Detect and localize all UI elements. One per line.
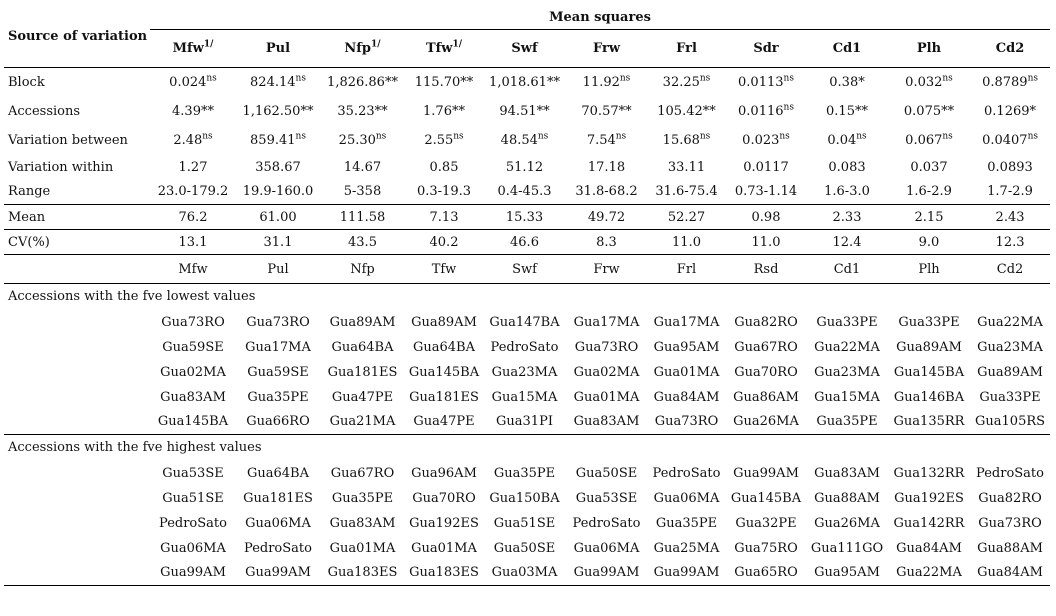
list-item: Gua89AM — [329, 314, 396, 330]
list-row — [4, 310, 1050, 335]
row-label: Accessions — [8, 103, 81, 119]
table-cell: 7.13 — [405, 205, 483, 230]
list-item: Gua146BA — [893, 389, 965, 405]
column-header-mfw: Mfw$^{1/}$ — [150, 30, 236, 68]
list-item: Gua22MA — [814, 339, 880, 355]
table-cell: 0.037 — [910, 159, 948, 175]
list-item: Gua70RO — [412, 490, 476, 506]
table-row — [4, 230, 1050, 255]
table-cell: 358.67 — [255, 159, 301, 175]
list-item: Gua03MA — [483, 561, 566, 586]
list-item: Gua65RO — [726, 561, 806, 586]
list-item: Gua75RO — [734, 540, 798, 556]
list-item: Gua22MA — [977, 314, 1043, 330]
table-cell: $48.54^{ns}$ — [500, 131, 549, 148]
list-item: PedroSato — [572, 515, 641, 531]
table-cell: 105.42** — [657, 103, 716, 119]
row-label: Variation between — [8, 132, 128, 148]
column-header-row — [4, 30, 1050, 68]
lowest-section-title-cell: Accessions with the fve lowest values — [8, 289, 256, 305]
mean-squares-header: Mean squares — [150, 5, 1050, 30]
row-label-empty — [4, 511, 150, 536]
list-item: Gua181ES — [409, 389, 479, 405]
list-item: Gua181ES — [327, 364, 398, 380]
list-item: Gua73RO — [246, 314, 310, 330]
table-cell: 0.075** — [903, 103, 955, 119]
row-label-empty — [4, 536, 150, 561]
table-cell: 1.76** — [423, 103, 465, 119]
list-row — [4, 410, 1050, 435]
table-cell: 76.2 — [150, 205, 236, 230]
list-item: Gua99AM — [733, 465, 799, 481]
table-cell: 0.0893 — [987, 159, 1033, 175]
list-item: Gua88AM — [977, 540, 1043, 556]
list-item: Gua86AM — [733, 389, 799, 405]
table-cell: 1,826.86** — [327, 74, 398, 90]
abbreviation-cell: Swf — [483, 255, 566, 284]
list-item: Gua95AM — [653, 339, 720, 355]
list-item: Gua84AM — [653, 389, 720, 405]
abbreviation-cell: Pul — [236, 255, 320, 284]
table-cell: 0.73-1.14 — [734, 184, 798, 200]
list-row — [4, 461, 1050, 486]
list-item: Gua33PE — [979, 389, 1041, 405]
column-header-nfp: Nfp$^{1/}$ — [320, 30, 405, 68]
abbreviation-cell: Frl — [647, 255, 726, 284]
list-item: Gua01MA — [411, 540, 477, 556]
list-item: Gua02MA — [573, 364, 640, 380]
list-item: Gua99AM — [150, 561, 236, 586]
table-cell: $0.0113^{ns}$ — [738, 73, 794, 90]
list-item: Gua01MA — [573, 389, 640, 405]
list-row — [4, 335, 1050, 360]
table-cell: 31.8-68.2 — [575, 184, 638, 200]
table-cell: $7.54^{ns}$ — [586, 131, 627, 148]
list-item: Gua53SE — [162, 465, 224, 481]
list-item: Gua89AM — [896, 339, 962, 355]
row-label-empty — [4, 461, 150, 486]
lowest-section-title — [4, 284, 1050, 310]
list-item: Gua64BA — [413, 339, 475, 355]
table-cell: 8.3 — [566, 230, 647, 255]
table-cell: 14.67 — [343, 159, 382, 175]
table-cell: 31.1 — [236, 230, 320, 255]
list-item: Gua73RO — [574, 339, 639, 355]
table-cell: 1,162.50** — [242, 103, 314, 119]
table-cell: $0.067^{ns}$ — [905, 131, 953, 148]
list-item: Gua21MA — [320, 410, 405, 435]
table-cell: 0.38* — [829, 74, 865, 90]
list-item: Gua64BA — [247, 465, 309, 481]
list-item: Gua73RO — [978, 515, 1042, 531]
table-cell: 15.33 — [483, 205, 566, 230]
list-item: Gua89AM — [411, 314, 477, 330]
table-cell: 23.0-179.2 — [157, 184, 229, 200]
table-cell: 1.27 — [178, 159, 208, 175]
table-cell: $0.0407^{ns}$ — [982, 131, 1038, 148]
table-cell: 0.1269* — [984, 103, 1037, 119]
table-cell: 13.1 — [150, 230, 236, 255]
abbreviation-cell: Cd1 — [806, 255, 888, 284]
list-item: Gua82RO — [978, 490, 1042, 506]
table-cell: $2.55^{ns}$ — [424, 131, 464, 148]
table-cell: 52.27 — [647, 205, 726, 230]
row-label-empty — [4, 385, 150, 410]
list-item: Gua111GO — [810, 540, 884, 556]
row-label: Range — [8, 184, 51, 200]
table-cell: 61.00 — [236, 205, 320, 230]
list-item: Gua66RO — [236, 410, 320, 435]
list-item: Gua89AM — [977, 364, 1043, 380]
highest-section-title-cell: Accessions with the fve highest values — [8, 440, 262, 456]
list-item: Gua22MA — [888, 561, 970, 586]
list-item: Gua01MA — [653, 364, 720, 380]
table-cell: 35.23** — [337, 103, 388, 119]
list-item: Gua59SE — [247, 364, 309, 380]
list-item: Gua82RO — [734, 314, 798, 330]
table-cell: $859.41^{ns}$ — [250, 131, 306, 148]
table-cell: 1.7-2.9 — [987, 184, 1033, 200]
list-item: Gua181ES — [243, 490, 313, 506]
list-item: Gua84AM — [896, 540, 962, 556]
abbreviation-cell: Tfw — [405, 255, 483, 284]
list-item: Gua17MA — [245, 339, 311, 355]
list-item: Gua99AM — [236, 561, 320, 586]
list-item: Gua135RR — [888, 410, 970, 435]
row-label-empty — [4, 486, 150, 511]
abbreviation-cell: Nfp — [320, 255, 405, 284]
row-label: Variation within — [8, 159, 114, 175]
table-cell: 2.43 — [970, 205, 1050, 230]
list-item: Gua70RO — [734, 364, 798, 380]
table-cell: 0.3-19.3 — [416, 184, 471, 200]
table-cell: 70.57** — [581, 103, 632, 119]
row-label-empty — [4, 561, 150, 586]
table-cell: 2.15 — [888, 205, 970, 230]
list-item: Gua59SE — [162, 339, 224, 355]
table-row — [4, 205, 1050, 230]
row-label-empty — [4, 310, 150, 335]
table-cell: 0.083 — [828, 159, 866, 175]
list-item: Gua35PE — [493, 465, 556, 481]
table-cell: 2.33 — [806, 205, 888, 230]
table-cell: $824.14^{ns}$ — [250, 73, 306, 90]
list-item: Gua95AM — [806, 561, 888, 586]
list-item: Gua51SE — [493, 515, 556, 531]
list-item: Gua53SE — [575, 490, 638, 506]
table-cell: 0.15** — [826, 103, 868, 119]
list-item: Gua35PE — [806, 410, 888, 435]
list-item: Gua23MA — [814, 364, 880, 380]
list-item: Gua105RS — [970, 410, 1050, 435]
list-row — [4, 360, 1050, 385]
list-item: PedroSato — [490, 339, 559, 355]
list-row — [4, 385, 1050, 410]
table-cell: $0.024^{ns}$ — [169, 73, 217, 90]
list-item: Gua192ES — [409, 515, 479, 531]
list-item: Gua32PE — [735, 515, 797, 531]
table-row — [4, 97, 1050, 126]
list-item: Gua83AM — [329, 515, 396, 531]
list-item: Gua33PE — [816, 314, 878, 330]
list-item: Gua06MA — [573, 540, 640, 556]
row-label-empty — [4, 360, 150, 385]
table-cell: $2.48^{ns}$ — [173, 131, 213, 148]
list-item: Gua147BA — [489, 314, 560, 330]
table-cell: 115.70** — [414, 74, 474, 90]
table-cell: $15.68^{ns}$ — [662, 131, 711, 148]
abbreviation-cell: Cd2 — [970, 255, 1050, 284]
table-cell: 17.18 — [587, 159, 626, 175]
table-cell: 33.11 — [667, 159, 706, 175]
abbreviation-cell: Plh — [888, 255, 970, 284]
column-header-sdr: Sdr — [726, 30, 806, 68]
list-item: Gua35PE — [247, 389, 309, 405]
table-cell: 31.6-75.4 — [655, 184, 718, 200]
table-cell: 5-358 — [343, 184, 382, 200]
list-item: Gua145BA — [408, 364, 480, 380]
table-cell: 40.2 — [405, 230, 483, 255]
table-cell: 46.6 — [483, 230, 566, 255]
list-row — [4, 536, 1050, 561]
row-label: CV(%) — [4, 230, 150, 255]
table-cell: 1.6-2.9 — [906, 184, 952, 200]
table-cell: $25.30^{ns}$ — [338, 131, 387, 148]
list-item: Gua145BA — [893, 364, 965, 380]
list-item: Gua132RR — [893, 465, 965, 481]
list-item: Gua84AM — [970, 561, 1050, 586]
row-label: Mean — [4, 205, 150, 230]
table-cell: 43.5 — [320, 230, 405, 255]
column-header-frw: Frw — [566, 30, 647, 68]
list-item: Gua99AM — [566, 561, 647, 586]
table-cell: 11.0 — [726, 230, 806, 255]
list-item: Gua83AM — [566, 410, 647, 435]
list-item: Gua15MA — [814, 389, 880, 405]
abbreviation-cell: Mfw — [150, 255, 236, 284]
list-item: Gua183ES — [320, 561, 405, 586]
list-item: Gua50SE — [575, 465, 638, 481]
list-item: Gua17MA — [653, 314, 720, 330]
table-cell: 9.0 — [888, 230, 970, 255]
abbreviation-cell: Rsd — [726, 255, 806, 284]
list-item: Gua17MA — [573, 314, 640, 330]
column-header-frl: Frl — [647, 30, 726, 68]
table-cell: 1,018.61** — [489, 74, 560, 90]
list-item: Gua33PE — [898, 314, 960, 330]
table-cell: $0.023^{ns}$ — [742, 131, 790, 148]
list-item: Gua23MA — [491, 364, 558, 380]
list-item: Gua23MA — [977, 339, 1043, 355]
list-item: Gua31PI — [483, 410, 566, 435]
list-item: Gua145BA — [730, 490, 802, 506]
list-item: PedroSato — [159, 515, 227, 531]
list-item: Gua26MA — [726, 410, 806, 435]
table-row — [4, 155, 1050, 180]
column-header-cd2: Cd2 — [970, 30, 1050, 68]
table-cell: 12.3 — [970, 230, 1050, 255]
table-cell: 1.6-3.0 — [824, 184, 870, 200]
row-label-empty — [4, 255, 150, 284]
list-item: Gua06MA — [245, 515, 311, 531]
list-item: Gua06MA — [160, 540, 226, 556]
table-cell: 4.39** — [172, 103, 214, 119]
list-item: Gua01MA — [329, 540, 396, 556]
list-item: Gua73RO — [161, 314, 225, 330]
list-item: Gua35PE — [655, 515, 718, 531]
table-row — [4, 180, 1050, 205]
anova-table — [4, 5, 1050, 586]
table-row — [4, 68, 1050, 97]
list-item: Gua64BA — [331, 339, 394, 355]
table-cell: $0.032^{ns}$ — [905, 73, 953, 90]
list-item: Gua02MA — [160, 364, 226, 380]
column-header-cd1: Cd1 — [806, 30, 888, 68]
table-cell: 12.4 — [806, 230, 888, 255]
table-cell: $32.25^{ns}$ — [662, 73, 711, 90]
list-item: Gua50SE — [493, 540, 556, 556]
list-item: Gua25MA — [653, 540, 720, 556]
list-item: Gua67RO — [330, 465, 395, 481]
list-item: Gua88AM — [814, 490, 880, 506]
list-item: Gua192ES — [894, 490, 964, 506]
table-cell: 0.85 — [429, 159, 459, 175]
list-item: Gua47PE — [405, 410, 483, 435]
list-item: Gua26MA — [814, 515, 880, 531]
table-cell: $0.0116^{ns}$ — [738, 102, 794, 119]
table-cell: 49.72 — [566, 205, 647, 230]
list-item: Gua99AM — [647, 561, 726, 586]
list-row — [4, 511, 1050, 536]
list-item: PedroSato — [244, 540, 312, 556]
list-item: Gua73RO — [647, 410, 726, 435]
list-item: Gua83AM — [814, 465, 880, 481]
list-item: Gua145BA — [150, 410, 236, 435]
table-cell: 94.51** — [499, 103, 550, 119]
table-body — [4, 68, 1050, 586]
table-cell: $0.04^{ns}$ — [827, 131, 867, 148]
column-header-tfw: Tfw$^{1/}$ — [405, 30, 483, 68]
abbreviation-cell: Frw — [566, 255, 647, 284]
table-cell: 19.9-160.0 — [242, 184, 314, 200]
table-cell: $11.92^{ns}$ — [582, 73, 631, 90]
highest-section-title — [4, 435, 1050, 461]
column-header-plh: Plh — [888, 30, 970, 68]
table-cell: 51.12 — [505, 159, 544, 175]
list-item: PedroSato — [976, 465, 1044, 481]
table-cell: 0.98 — [726, 205, 806, 230]
list-row — [4, 486, 1050, 511]
list-item: Gua150BA — [489, 490, 560, 506]
list-item: Gua35PE — [331, 490, 394, 506]
row-label-empty — [4, 410, 150, 435]
column-header-pul: Pul — [236, 30, 320, 68]
row-label: Block — [8, 74, 45, 90]
list-item: Gua67RO — [734, 339, 798, 355]
table-cell: 0.0117 — [743, 159, 789, 175]
table-cell: 111.58 — [320, 205, 405, 230]
list-item: Gua183ES — [405, 561, 483, 586]
abbreviation-row — [4, 255, 1050, 284]
list-item: Gua83AM — [160, 389, 226, 405]
table-cell: $0.8789^{ns}$ — [982, 73, 1038, 90]
table-cell: 0.4-45.3 — [497, 184, 552, 200]
column-header-swf: Swf — [483, 30, 566, 68]
table-cell: 11.0 — [647, 230, 726, 255]
list-item: Gua96AM — [411, 465, 477, 481]
list-item: Gua47PE — [331, 389, 394, 405]
list-row — [4, 561, 1050, 586]
row-label-empty — [4, 335, 150, 360]
list-item: PedroSato — [652, 465, 721, 481]
stub-header: Source of variation — [4, 5, 150, 68]
table-row — [4, 126, 1050, 155]
list-item: Gua142RR — [893, 515, 965, 531]
list-item: Gua06MA — [653, 490, 720, 506]
list-item: Gua51SE — [162, 490, 224, 506]
list-item: Gua15MA — [491, 389, 558, 405]
